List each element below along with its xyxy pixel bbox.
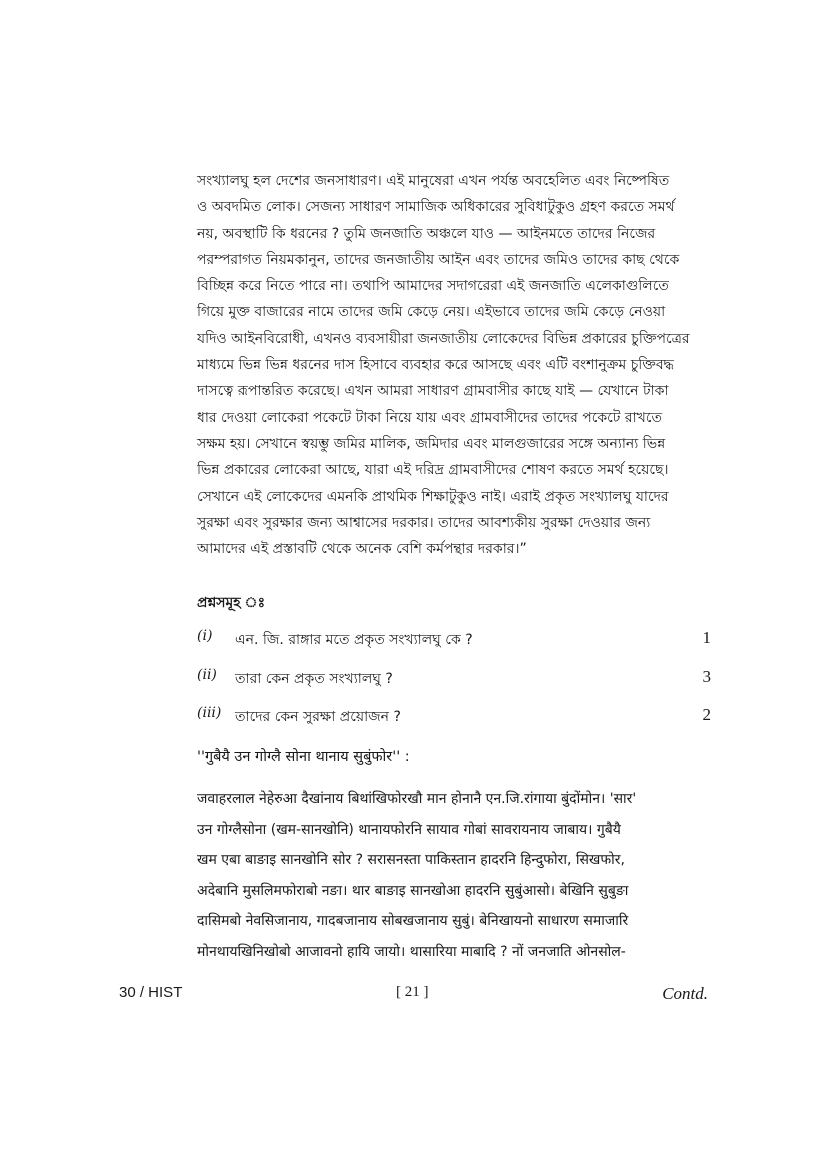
questions-heading: প্রশ্নসমূহ ঃ [197, 595, 266, 611]
bodo-line: जवाहरलाल नेहेरुआ दैखांनाय बिथांखिफोरखौ मान होनानै एन.जि.रांगाया बुंदोंमोन। 'सार' [197, 791, 637, 807]
passage-line: মাধ্যমে ভিন্ন ভিন্ন ধরনের দাস হিসাবে ব্যবহার করে আসছে এবং এটি বংশানুক্রম চুক্তিবদ্ধ [197, 357, 674, 374]
passage-line: বিচ্ছিন্ন করে নিতে পারে না। তথাপি আমাদের সদাগরেরা এই জনজাতি এলেকাগুলিতে [197, 278, 669, 295]
passage-line: নয়, অবস্থাটি কি ধরনের ? তুমি জনজাতি অঞ্চলে যাও — আইনমতে তাদের নিজের [197, 225, 656, 242]
passage-line: দাসত্বে রূপান্তরিত করেছে। এখন আমরা সাধারণ গ্রামবাসীর কাছে যাই — যেখানে টাকা [197, 383, 669, 400]
question-number: (iii) [197, 705, 222, 721]
passage-line: গিয়ে মুক্ত বাজারের নামে তাদের জমি কেড়ে নেয়। এইভাবে তাদের জমি কেড়ে নেওয়া [197, 304, 666, 321]
passage-line: ধার দেওয়া লোকেরা পকেটে টাকা নিয়ে যায় এবং গ্রামবাসীদের তাদের পকেটে রাখতে [197, 409, 662, 426]
question-text: এন. জি. রাঙ্গার মতে প্রকৃত সংখ্যালঘু কে ? [235, 632, 473, 648]
passage-line: ভিন্ন প্রকারের লোকেরা আছে, যারা এই দরিদ্র গ্রামবাসীদের শোষণ করতে সমর্থ হয়েছে। [197, 462, 669, 479]
question-number: (i) [197, 628, 213, 644]
question-text: তাদের কেন সুরক্ষা প্রয়োজন ? [235, 709, 401, 725]
question-marks: 2 [702, 705, 711, 724]
passage-line: সক্ষম হয়। সেখানে স্বয়ম্ভু জমির মালিক, জমিদার এবং মালগুজারের সঙ্গে অন্যান্য ভিন্ন [197, 435, 666, 452]
passage-line: ও অবদমিত লোক। সেজন্য সাধারণ সামাজিক অধিকারের সুবিধাটুকুও গ্রহণ করতে সমর্থ [197, 199, 675, 216]
bodo-line: मोनथायखिनिखोबो आजावनो हायि जायो। थासारिया माबादि ? नों जनजाति ओनसोल- [197, 943, 626, 960]
question-row [197, 705, 711, 729]
passage-line: পরম্পরাগত নিয়মকানুন, তাদের জনজাতীয় আইন এবং তাদের জমিও তাদের কাছ থেকে [197, 251, 680, 268]
page-footer [0, 984, 826, 1008]
bengali-passage [197, 168, 711, 562]
question-row [197, 667, 711, 691]
bodo-passage [197, 784, 711, 967]
paper-code: 30 / HIST [119, 984, 183, 1001]
continued-label: Contd. [662, 984, 708, 1003]
bodo-line: दासिमबो नेवसिजानाय, गादबजानाय सोबखजानाय सुबुं। बेनिखायनो साधारण समाजारि [197, 913, 629, 929]
question-marks: 1 [702, 628, 711, 647]
page-number: [ 21 ] [396, 984, 429, 1000]
question-number: (ii) [197, 667, 217, 683]
question-text: তারা কেন প্রকৃত সংখ্যালঘু ? [235, 671, 393, 687]
bodo-line: उन गोग्लैसोना (खम-सानखोनि) थानायफोरनि सायाव गोबां सावरायनाय जाबाय। गुबैयै [197, 821, 621, 838]
bodo-line: खम एबा बाङाइ सानखोनि सोर ? सरासनस्ता पाकिस्तान हादरनि हिन्दुफोरा, सिखफोर, [197, 852, 625, 868]
bodo-section-heading: ''गुबैयै उन गोग्लै सोना थानाय सुबुंफोर'' : [197, 749, 410, 765]
passage-line: যদিও আইনবিরোধী, এখনও ব্যবসায়ীরা জনজাতীয় লোকেদের বিভিন্ন প্রকারের চুক্তিপত্রের [197, 330, 690, 347]
passage-line: সেখানে এই লোকেদের এমনকি প্রাথমিক শিক্ষাটুকুও নাই। এরাই প্রকৃত সংখ্যালঘু যাদের [197, 488, 669, 505]
passage-line: সংখ্যালঘু হল দেশের জনসাধারণ। এই মানুষেরা এখন পর্যন্ত অবহেলিত এবং নিষ্পেষিত [197, 173, 670, 189]
passage-line: আমাদের এই প্রস্তাবটি থেকে অনেক বেশি কর্মপন্থার দরকার।” [197, 541, 527, 558]
bodo-line: अदेबानि मुसलिमफोराबो नङा। थार बाङाइ सानखोआ हादरनि सुबुंआसो। बेखिनि सुबुङा [197, 882, 629, 899]
question-row [197, 628, 711, 652]
passage-line: সুরক্ষা এবং সুরক্ষার জন্য আশ্বাসের দরকার। তাদের আবশ্যকীয় সুরক্ষা দেওয়ার জন্য [197, 514, 651, 531]
question-marks: 3 [702, 667, 711, 686]
